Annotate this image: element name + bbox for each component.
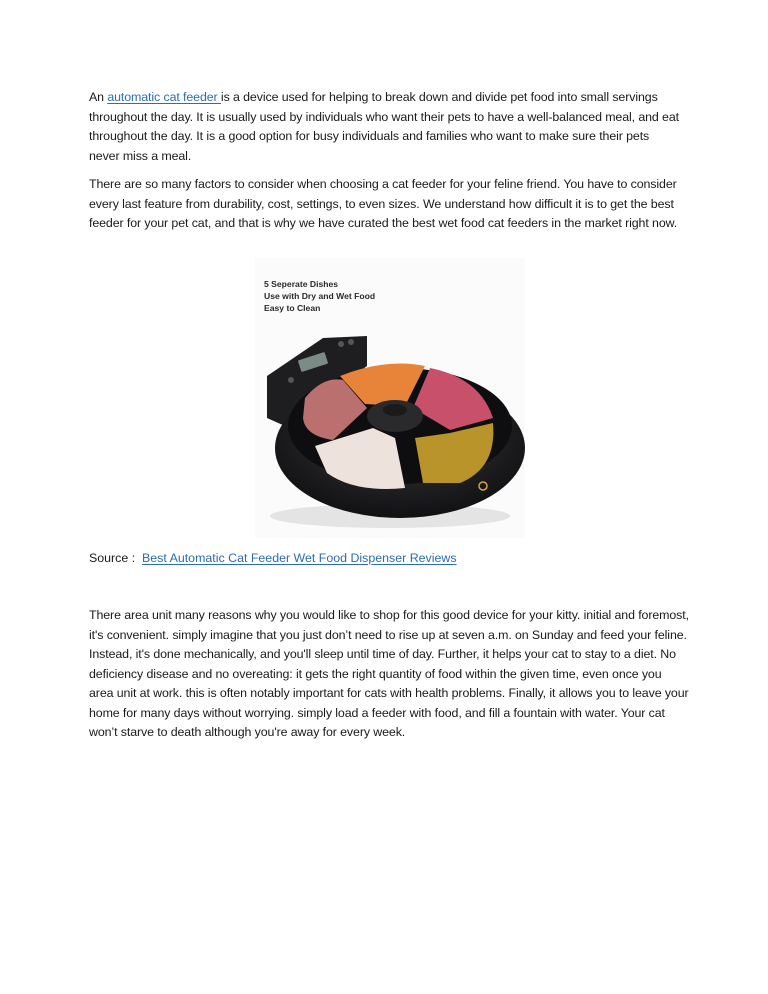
caption-line: Easy to Clean — [264, 303, 321, 313]
document-body — [89, 88, 681, 234]
source-label: Source : — [89, 551, 143, 565]
source-line — [89, 551, 457, 565]
factors-paragraph: There are so many factors to consider when choosing a cat feeder for your feline friend. You have to consider every last feature from durability, cost, settings, to even sizes. We understand how difficult it is to get the best feeder for your pet cat, and that is why we have curated the best wet food cat feeders in the market right now. — [89, 177, 678, 230]
cat-feeder-illustration — [255, 258, 525, 538]
intro-suffix: is a device used for helping to break down and divide pet food into small servings throughout the day. It is usually used by individuals who want their pets to have a well-balanced meal, and eat throughout the day. It is a good option for busy individuals and families who want to make sure their pets never miss a meal. — [89, 90, 679, 163]
reasons-paragraph: There area unit many reasons why you would like to shop for this good device for your kitty. initial and foremost, it's convenient. simply imagine that you just don’t need to rise up at seven a.m. on Sunday and feed your feline. Instead, it's done mechanically, and you'll sleep until time of day. Further, it helps your cat to stay to a diet. No deficiency disease and no overeating: it gets the right quantity of food within the given time, even once you area unit at work. this is often notably important for cats with health problems. Finally, it allows you to leave your home for many days without worrying. simply load a feeder with food, and fill a fountain with water. Your cat won’t starve to death although you're away for every week. — [89, 608, 689, 739]
cat-feeder-image — [255, 258, 525, 538]
automatic-cat-feeder-link[interactable]: automatic cat feeder — [107, 90, 221, 104]
reasons-section — [89, 606, 689, 743]
source-link[interactable]: Best Automatic Cat Feeder Wet Food Dispenser Reviews — [142, 551, 457, 565]
caption-line: 5 Seperate Dishes — [264, 279, 339, 289]
intro-prefix: An — [89, 90, 108, 104]
intro-paragraph — [89, 88, 681, 166]
caption-line: Use with Dry and Wet Food — [264, 291, 376, 301]
